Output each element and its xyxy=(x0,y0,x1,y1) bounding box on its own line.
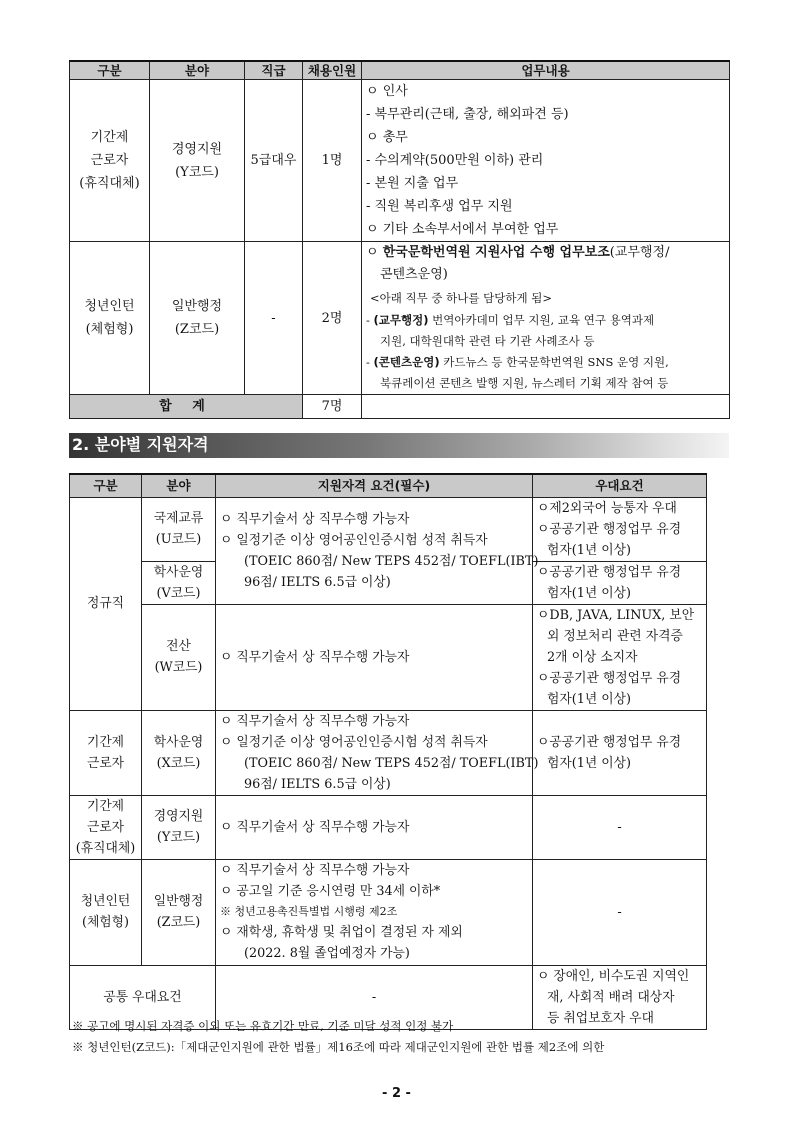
text-line: 2개 이상 소지자 xyxy=(547,649,638,665)
text-line: 근로자 xyxy=(90,153,129,168)
text-line: (휴직대체) xyxy=(79,176,140,191)
cell-required: - xyxy=(216,965,533,1029)
cell-duties xyxy=(362,242,730,395)
text-line: (체험형) xyxy=(81,915,130,930)
cell-type xyxy=(70,795,142,859)
qualification-table xyxy=(69,473,707,1030)
text-line: 외 정보처리 관련 자격증 xyxy=(547,628,683,644)
duty-line: 북큐레이션 콘텐츠 발행 지원, 뉴스레터 기획 제작 참여 등 xyxy=(380,376,669,390)
cell-field xyxy=(142,859,216,965)
duty-bold: 한국문학번역원 지원사업 수행 업무보조 xyxy=(382,245,610,260)
table-row xyxy=(70,80,730,242)
footnote: ※ 공고에 명시된 자격증 이외 또는 유효기간 만료, 기준 미달 성적 인정 불가 xyxy=(72,1019,454,1033)
cell-required xyxy=(216,710,539,795)
text-line: (Z코드) xyxy=(156,915,201,930)
table-row xyxy=(70,710,707,795)
text-line: (휴직대체) xyxy=(75,840,136,856)
cell-required: ㅇ 직무기술서 상 직무수행 가능자 xyxy=(216,604,533,710)
cell-preferred: - xyxy=(533,859,707,965)
text-line: (X코드) xyxy=(156,755,201,771)
text-line: ㅇ 직무기술서 상 직무수행 가능자 xyxy=(220,863,410,878)
cell-common-label: 공통 우대요건 xyxy=(70,965,216,1029)
text-line: ㅇ공공기관 행정업무 유경 xyxy=(537,521,682,537)
cell-count: 1명 xyxy=(303,80,362,242)
text-line: ㅇ 장애인, 비수도권 지역인 xyxy=(537,968,690,984)
text-line: - 본원 지출 업무 xyxy=(366,176,459,191)
cell-field xyxy=(142,604,216,710)
duty-text: 카드뉴스 등 한국문학번역원 SNS 운영 지원, xyxy=(439,355,669,369)
total-label: 합 계 xyxy=(70,395,303,419)
cell-preferred xyxy=(533,561,707,604)
footnote: ※ 청년인턴(Z코드):「제대군인지원에 관한 법률」제16조에 따라 제대군인지원에 관한 법률 제2조에 의한 xyxy=(72,1040,605,1054)
text-line: ㅇ 직무기술서 상 직무수행 가능자 xyxy=(220,511,410,527)
table-header-row xyxy=(70,61,730,80)
text-line: - 직원 복리후생 업무 지원 xyxy=(366,199,513,214)
page-number: - 2 - xyxy=(382,1086,411,1101)
text-line: ㅇ 일정기준 이상 영어공인인증시험 성적 취득자 xyxy=(220,734,488,750)
duty-text: 번역아카데미 업무 지원, 교육 연구 용역과제 xyxy=(428,313,655,327)
text-line: 근로자 xyxy=(86,755,125,771)
text-line: (V코드) xyxy=(156,585,201,601)
text-line: 일반행정 xyxy=(153,894,204,909)
cell-field xyxy=(150,80,245,242)
total-row xyxy=(70,395,730,419)
text-line: (U코드) xyxy=(155,532,202,547)
cell-preferred: - xyxy=(533,795,707,859)
header-duties: 업무내용 xyxy=(362,61,730,80)
cell-field xyxy=(150,242,245,395)
cell-type xyxy=(70,710,142,795)
text-line: 기간제 xyxy=(86,734,125,750)
cell-duties xyxy=(362,80,730,242)
text-line: (W코드) xyxy=(154,660,203,675)
cell-required xyxy=(216,497,539,604)
text-line: - 수의계약(500만원 이하) 관리 xyxy=(366,153,544,168)
text-line: 험자(1년 이상) xyxy=(547,585,632,601)
text-line: 전산 xyxy=(166,639,191,654)
text-line: ㅇ 재학생, 휴학생 및 취업이 결정된 자 제외 xyxy=(220,925,463,940)
text-line: ㅇ 일정기준 이상 영어공인인증시험 성적 취득자 xyxy=(220,532,488,548)
duty-line: 지원, 대학원대학 관련 타 기관 사례조사 등 xyxy=(380,334,595,348)
total-empty xyxy=(362,395,730,419)
cell-field xyxy=(142,795,216,859)
text-line: 근로자 xyxy=(86,819,125,835)
cell-grade: 5급대우 xyxy=(245,80,303,242)
text-line: ㅇ 직무기술서 상 직무수행 가능자 xyxy=(220,713,410,729)
duty-note: <아래 직무 중 하나를 담당하게 됨> xyxy=(370,291,552,305)
header-required: 지원자격 요건(필수) xyxy=(216,474,533,497)
cell-preferred xyxy=(533,497,707,561)
text-line: (2022. 8월 졸업예정자 가능) xyxy=(244,946,410,961)
cell-type xyxy=(70,859,142,965)
duty-line: - (교무행정) 번역아카데미 업무 지원, 교육 연구 용역과제 xyxy=(366,313,655,327)
text-line: 경영지원 xyxy=(153,809,204,824)
header-field: 분야 xyxy=(142,474,216,497)
text-line: 학사운영 xyxy=(153,734,204,750)
text-line: ㅇ공공기관 행정업무 유경 xyxy=(537,670,682,686)
text-line: (Y코드) xyxy=(175,164,219,180)
table-row xyxy=(70,497,707,561)
header-type: 구분 xyxy=(70,474,142,497)
header-field: 분야 xyxy=(150,61,245,80)
table-header-row xyxy=(70,474,707,497)
text-line: 경영지원 xyxy=(171,141,223,157)
text-line: 청년인턴 xyxy=(84,299,135,314)
cell-type: 정규직 xyxy=(70,497,142,710)
text-line: (Y코드) xyxy=(156,830,201,845)
table-row xyxy=(70,795,707,859)
text-line: ㅇ 총무 xyxy=(366,130,408,145)
cell-field xyxy=(142,710,216,795)
header-count: 채용인원 xyxy=(303,61,362,80)
cell-type xyxy=(70,80,150,242)
text-line: (TOEIC 860점/ New TEPS 452점/ TOEFL(IBT) xyxy=(244,755,539,771)
text-line: 험자(1년 이상) xyxy=(547,755,632,771)
header-type: 구분 xyxy=(70,61,150,80)
text-line: ㅇ공공기관 행정업무 유경 xyxy=(537,564,682,580)
text-line: ㅇ제2외국어 능통자 우대 xyxy=(537,500,677,516)
text-line: (체험형) xyxy=(85,322,134,337)
section-title: 2. 분야별 지원자격 xyxy=(72,435,209,454)
text-line: (Z코드) xyxy=(174,322,220,337)
text-line: (TOEIC 860점/ New TEPS 452점/ TOEFL(IBT) xyxy=(244,553,539,569)
cell-field xyxy=(142,497,216,561)
cell-count: 2명 xyxy=(303,242,362,395)
header-preferred: 우대요건 xyxy=(533,474,707,497)
text-line: ㅇ 기타 소속부서에서 부여한 업무 xyxy=(366,222,559,237)
text-line: ㅇ 공고일 기준 응시연령 만 34세 이하* xyxy=(220,884,441,899)
text-line: 재, 사회적 배려 대상자 xyxy=(547,989,675,1005)
table-row xyxy=(70,604,707,710)
text-line: 일반행정 xyxy=(171,299,223,314)
text-line: ㅇ 인사 xyxy=(366,84,408,99)
text-line: 기간제 xyxy=(90,130,129,145)
text-line: 험자(1년 이상) xyxy=(547,691,632,707)
cell-preferred xyxy=(533,604,707,710)
duty-line xyxy=(366,242,726,264)
text-line: - 복무관리(근태, 출장, 해외파견 등) xyxy=(366,107,569,122)
duty-line: 콘텐츠운영) xyxy=(380,267,448,282)
text-line: ※ 청년고용촉진특별법 시행령 제2조 xyxy=(220,905,398,918)
text-line: 학사운영 xyxy=(153,564,204,580)
cell-preferred xyxy=(533,710,707,795)
cell-preferred xyxy=(533,965,707,1029)
text-line: ㅇ공공기관 행정업무 유경 xyxy=(537,734,682,750)
header-grade: 직급 xyxy=(245,61,303,80)
duty-bold: (교무행정) xyxy=(373,313,429,327)
section-title-bar xyxy=(69,433,729,458)
duty-bold: (콘텐츠운영) xyxy=(373,355,440,369)
table-row xyxy=(70,242,730,395)
duty-text: (교무행정/ xyxy=(609,245,670,260)
cell-grade: - xyxy=(245,242,303,395)
bullet: ㅇ xyxy=(366,245,383,260)
cell-field xyxy=(142,561,216,604)
total-count: 7명 xyxy=(303,395,362,419)
text-line: 험자(1년 이상) xyxy=(547,542,632,558)
table-row xyxy=(70,859,707,965)
recruitment-table xyxy=(69,60,730,419)
cell-required xyxy=(216,859,533,965)
cell-required: ㅇ 직무기술서 상 직무수행 가능자 xyxy=(216,795,533,859)
cell-type xyxy=(70,242,150,395)
text-line: 96점/ IELTS 6.5급 이상) xyxy=(244,574,391,590)
duty-line: - (콘텐츠운영) 카드뉴스 등 한국문학번역원 SNS 운영 지원, xyxy=(366,355,669,369)
text-line: ㅇDB, JAVA, LINUX, 보안 xyxy=(537,607,695,623)
text-line: 96점/ IELTS 6.5급 이상) xyxy=(244,776,391,792)
text-line: 등 취업보호자 우대 xyxy=(547,1010,655,1026)
text-line: 청년인턴 xyxy=(80,894,131,909)
text-line: 국제교류 xyxy=(153,511,204,526)
text-line: 기간제 xyxy=(86,798,125,814)
